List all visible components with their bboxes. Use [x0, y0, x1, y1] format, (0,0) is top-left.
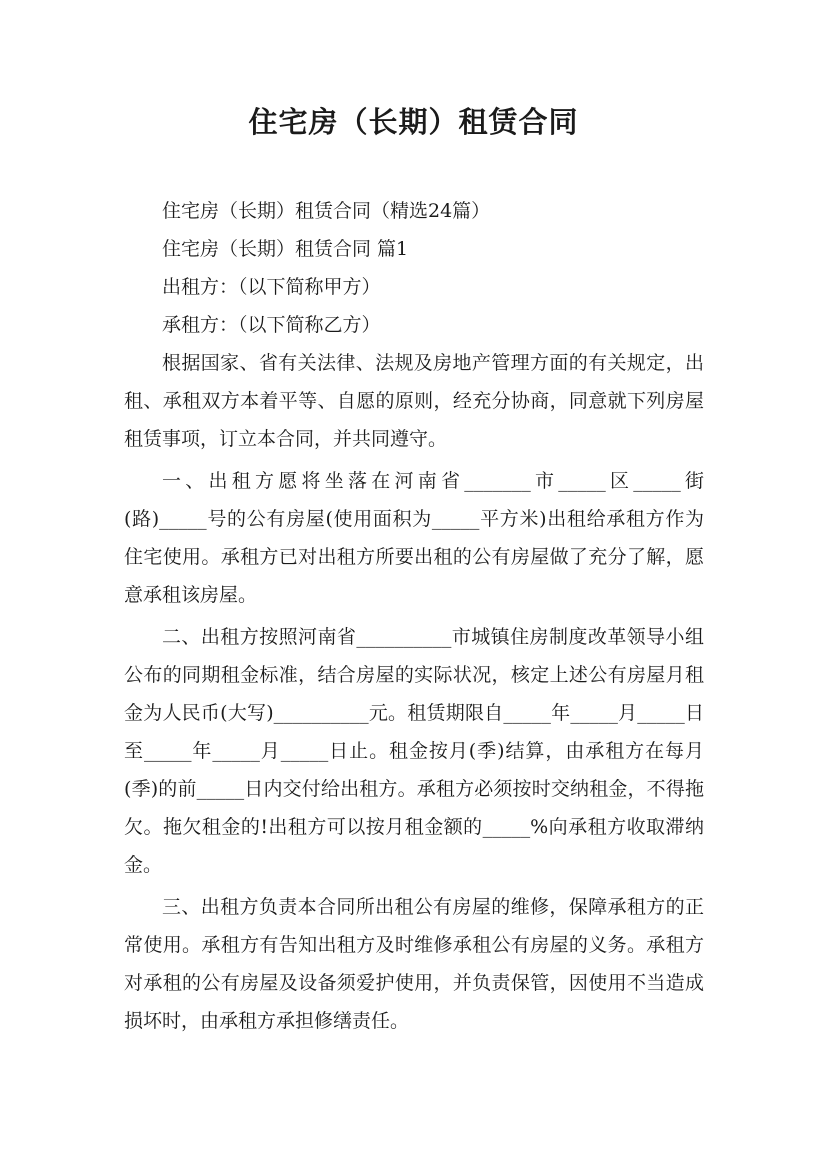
paragraph-clause-3: 三、出租方负责本合同所出租公有房屋的维修，保障承租方的正常使用。承租方有告知出租方及时维修承租公有房屋的义务。承租方对承租的公有房屋及设备须爱护使用，并负责保管，因使用不当造成损坏时，由承租方承担修缮责任。: [124, 896, 704, 1032]
paragraph-clause-1: 一、出租方愿将坐落在河南省_______市_____区_____街(路)_____号的公有房屋(使用面积为_____平方米)出租给承租方作为住宅使用。承租方已对出租方所要出租的公有房屋做了充分了解，愿意承租该房屋。: [124, 470, 704, 606]
document-title: 住宅房（长期）租赁合同: [248, 105, 579, 139]
document-body: [124, 192, 704, 1040]
paragraph-section-heading: 住宅房（长期）租赁合同 篇1: [162, 238, 409, 260]
paragraph-lessor: 出租方：（以下简称甲方）: [162, 276, 381, 298]
paragraph-clause-2: 二、出租方按照河南省__________市城镇住房制度改革领导小组公布的同期租金标准，结合房屋的实际状况，核定上述公有房屋月租金为人民币(大写)__________元。租赁期限自_____年_____月_____日至_____年_____月_____日止。租金按月(季)结算，由承租方在每月(季)的前_____日内交付给出租方。承租方必须按时交纳租金，不得拖欠。拖欠租金的!出租方可以按月租金额的_____%向承租方收取滞纳金。: [124, 626, 704, 876]
paragraph-subtitle: 住宅房（长期）租赁合同（精选24篇）: [162, 200, 491, 222]
paragraph-lessee: 承租方：（以下简称乙方）: [162, 314, 381, 336]
paragraph-preamble: 根据国家、省有关法律、法规及房地产管理方面的有关规定，出租、承租双方本着平等、自愿的原则，经充分协商，同意就下列房屋租赁事项，订立本合同，并共同遵守。: [124, 352, 704, 450]
